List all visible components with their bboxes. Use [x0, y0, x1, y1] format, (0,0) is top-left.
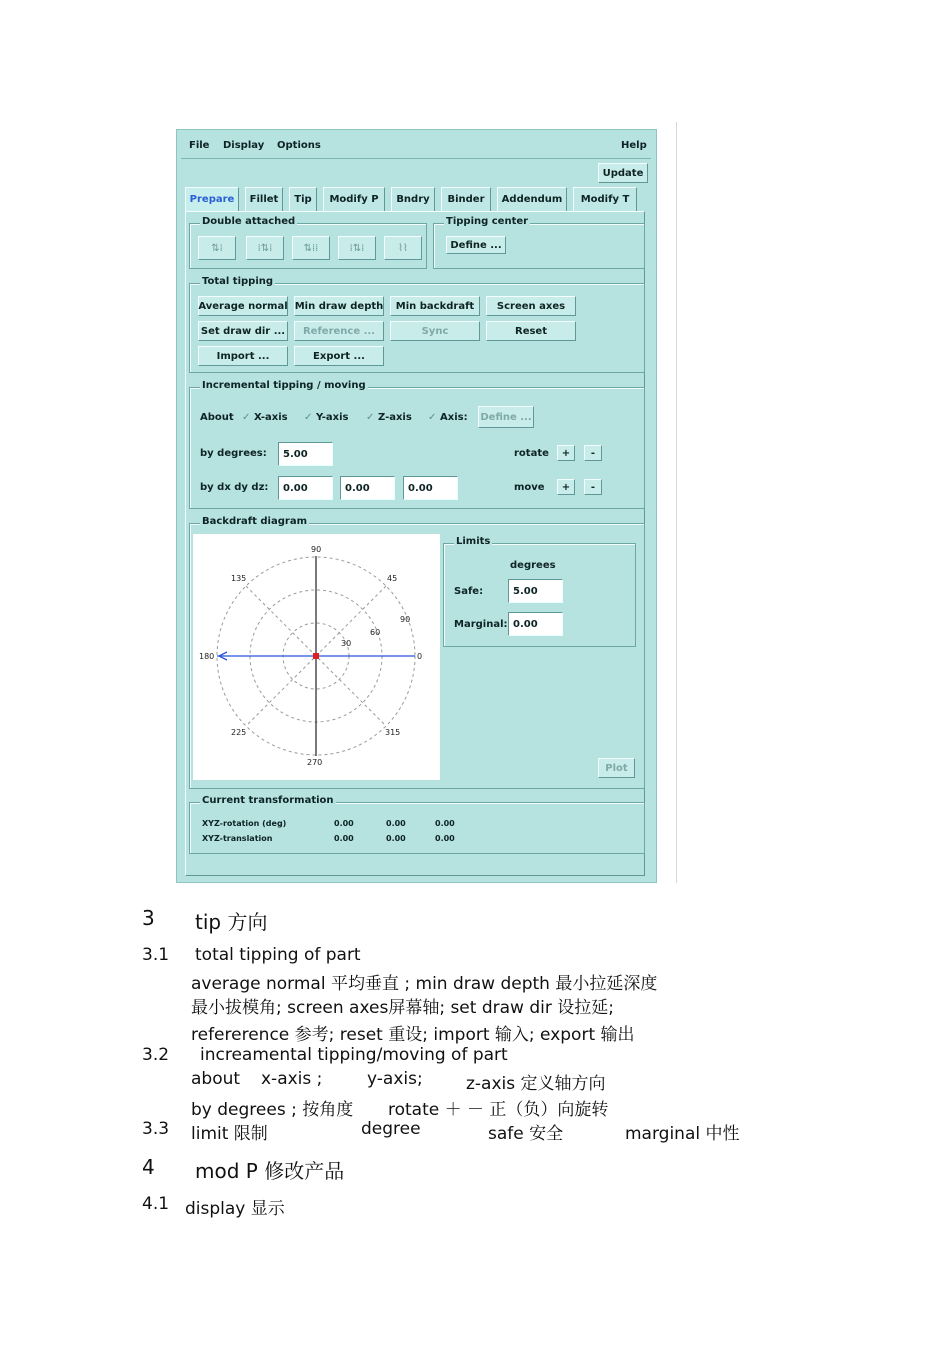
update-button[interactable]: Update [598, 163, 648, 183]
reset-button[interactable]: Reset [486, 321, 576, 341]
menu-options[interactable]: Options [277, 140, 321, 151]
section-4-number: 4 [142, 1155, 155, 1179]
tab-addendum[interactable]: Addendum [497, 187, 567, 211]
section-3-1-title: total tipping of part [195, 945, 361, 965]
translation-y-value: 0.00 [386, 834, 406, 843]
section-3-2-y-axis: y-axis; [367, 1069, 423, 1089]
section-3-1-line-2: 最小拔模角; screen axes屏幕轴; set draw dir 设拉延; [191, 998, 614, 1018]
screen-axes-button[interactable]: Screen axes [486, 296, 576, 316]
min-draw-depth-button[interactable]: Min draw depth [294, 296, 384, 316]
incremental-tipping-label: Incremental tipping / moving [202, 380, 366, 391]
rotate-label: rotate [514, 448, 549, 459]
page-margin-line [676, 122, 677, 883]
tab-prepare[interactable]: Prepare [185, 187, 239, 211]
attach-mode-5-icon[interactable]: ⌇⌇ [384, 236, 422, 260]
incremental-tipping-group [189, 380, 645, 509]
move-plus-button[interactable]: + [557, 479, 575, 495]
menu-help[interactable]: Help [621, 140, 647, 151]
section-3-2-z-axis: z-axis 定义轴方向 [466, 1074, 606, 1094]
tab-bar [185, 187, 645, 211]
angle-label-180: 180 [199, 652, 215, 661]
section-4-1-title: display 显示 [185, 1199, 285, 1219]
sync-button[interactable]: Sync [390, 321, 480, 341]
translation-z-value: 0.00 [435, 834, 455, 843]
section-3-3-limit: limit 限制 [191, 1124, 268, 1144]
x-axis-radio-icon[interactable]: ✓ [242, 412, 251, 423]
export-button[interactable]: Export ... [294, 346, 384, 366]
axis-radio-label[interactable]: Axis: [440, 412, 468, 423]
safe-input[interactable]: 5.00 [508, 579, 563, 603]
angle-label-135: 135 [231, 574, 247, 583]
reference-button[interactable]: Reference ... [294, 321, 384, 341]
ring-label-60: 60 [370, 628, 381, 637]
tipping-center-label: Tipping center [446, 216, 529, 227]
min-backdraft-button[interactable]: Min backdraft [390, 296, 480, 316]
tab-binder[interactable]: Binder [441, 187, 491, 211]
section-3-2-about: about [191, 1069, 241, 1089]
total-tipping-group [189, 276, 645, 373]
dz-input[interactable]: 0.00 [403, 476, 458, 500]
tipping-center-group [433, 216, 645, 269]
double-attached-group [189, 216, 427, 269]
section-3-3-safe: safe 安全 [488, 1124, 564, 1144]
backdraft-diagram-label: Backdraft diagram [202, 516, 307, 527]
tipping-center-define-button[interactable]: Define ... [446, 236, 506, 254]
current-transformation-group [189, 795, 645, 854]
total-tipping-label: Total tipping [202, 276, 274, 287]
tab-bndry[interactable]: Bndry [391, 187, 435, 211]
angle-label-45: 45 [387, 574, 398, 583]
marginal-input[interactable]: 0.00 [508, 612, 563, 636]
rotate-minus-button[interactable]: - [584, 445, 602, 461]
section-3-3-number: 3.3 [142, 1119, 170, 1139]
z-axis-radio-icon[interactable]: ✓ [366, 412, 375, 423]
section-3-number: 3 [142, 906, 155, 930]
angle-label-90: 90 [311, 545, 322, 554]
plot-button[interactable]: Plot [598, 758, 635, 778]
angle-label-225: 225 [231, 728, 247, 737]
section-4-1-number: 4.1 [142, 1194, 170, 1214]
y-axis-radio-label[interactable]: Y-axis [316, 412, 349, 423]
move-label: move [514, 482, 545, 493]
menu-bar [181, 133, 651, 159]
section-3-3-degree: degree [361, 1119, 421, 1139]
section-3-2-rotate: rotate ＋ － 正（负）向旋转 [388, 1100, 609, 1120]
attach-mode-3-icon[interactable]: ⇅⁞⁞ [292, 236, 330, 260]
attach-mode-1-icon[interactable]: ⇅⁞ [198, 236, 236, 260]
y-axis-radio-icon[interactable]: ✓ [304, 412, 313, 423]
dx-input[interactable]: 0.00 [278, 476, 333, 500]
move-minus-button[interactable]: - [584, 479, 602, 495]
translation-row-label: XYZ-translation [202, 834, 273, 843]
angle-label-0: 0 [417, 652, 423, 661]
by-degrees-label: by degrees: [200, 448, 267, 459]
attach-mode-4-icon[interactable]: ⁞⇅⁞ [338, 236, 376, 260]
menu-display[interactable]: Display [223, 140, 265, 151]
dy-input[interactable]: 0.00 [340, 476, 395, 500]
angle-label-270: 270 [307, 758, 323, 767]
section-3-1-number: 3.1 [142, 945, 170, 965]
axis-define-button[interactable]: Define ... [478, 406, 534, 428]
z-axis-radio-label[interactable]: Z-axis [378, 412, 412, 423]
draw-direction-marker [313, 653, 319, 659]
angle-label-315: 315 [385, 728, 401, 737]
import-button[interactable]: Import ... [198, 346, 288, 366]
rotation-row-label: XYZ-rotation (deg) [202, 819, 287, 828]
section-4-title: mod P 修改产品 [195, 1159, 345, 1183]
safe-label: Safe: [454, 586, 484, 597]
x-axis-radio-label[interactable]: X-axis [254, 412, 288, 423]
backdraft-polar-plot [193, 534, 440, 780]
section-3-2-title: increamental tipping/moving of part [200, 1045, 508, 1065]
double-attached-label: Double attached [202, 216, 296, 227]
rotate-plus-button[interactable]: + [557, 445, 575, 461]
section-3-1-line-3: refererence 参考; reset 重设; import 输入; export 输出 [191, 1025, 635, 1045]
attach-mode-2-icon[interactable]: ⁞⇅⁞ [246, 236, 284, 260]
limits-group [443, 536, 636, 647]
section-3-title: tip 方向 [195, 910, 268, 934]
tab-tip[interactable]: Tip [289, 187, 317, 211]
axis-radio-icon[interactable]: ✓ [428, 412, 437, 423]
menu-file[interactable]: File [189, 140, 210, 151]
section-3-2-number: 3.2 [142, 1045, 170, 1065]
rotation-y-value: 0.00 [386, 819, 406, 828]
by-dxdydz-label: by dx dy dz: [200, 482, 269, 493]
translation-x-value: 0.00 [334, 834, 354, 843]
average-normal-button[interactable]: Average normal [198, 296, 288, 316]
about-label: About [200, 412, 234, 423]
rotation-x-value: 0.00 [334, 819, 354, 828]
section-3-3-marginal: marginal 中性 [625, 1124, 740, 1144]
limits-label: Limits [456, 536, 491, 547]
current-transformation-label: Current transformation [202, 795, 334, 806]
tab-fillet[interactable]: Fillet [245, 187, 283, 211]
tab-modify-p[interactable]: Modify P [323, 187, 385, 211]
section-3-2-x-axis: x-axis ; [261, 1069, 323, 1089]
limits-degrees-label: degrees [510, 560, 556, 571]
marginal-label: Marginal: [454, 619, 508, 630]
tip-dialog-screenshot [176, 129, 657, 883]
tab-modify-t[interactable]: Modify T [573, 187, 637, 211]
ring-label-90: 90 [400, 615, 411, 624]
set-draw-dir-button[interactable]: Set draw dir ... [198, 321, 288, 341]
section-3-2-by-degrees: by degrees ; 按角度 [191, 1100, 354, 1120]
ring-label-30: 30 [341, 639, 352, 648]
rotation-z-value: 0.00 [435, 819, 455, 828]
by-degrees-input[interactable]: 5.00 [278, 442, 333, 466]
section-3-1-line-1: average normal 平均垂直 ; min draw depth 最小拉延深度 [191, 974, 658, 994]
